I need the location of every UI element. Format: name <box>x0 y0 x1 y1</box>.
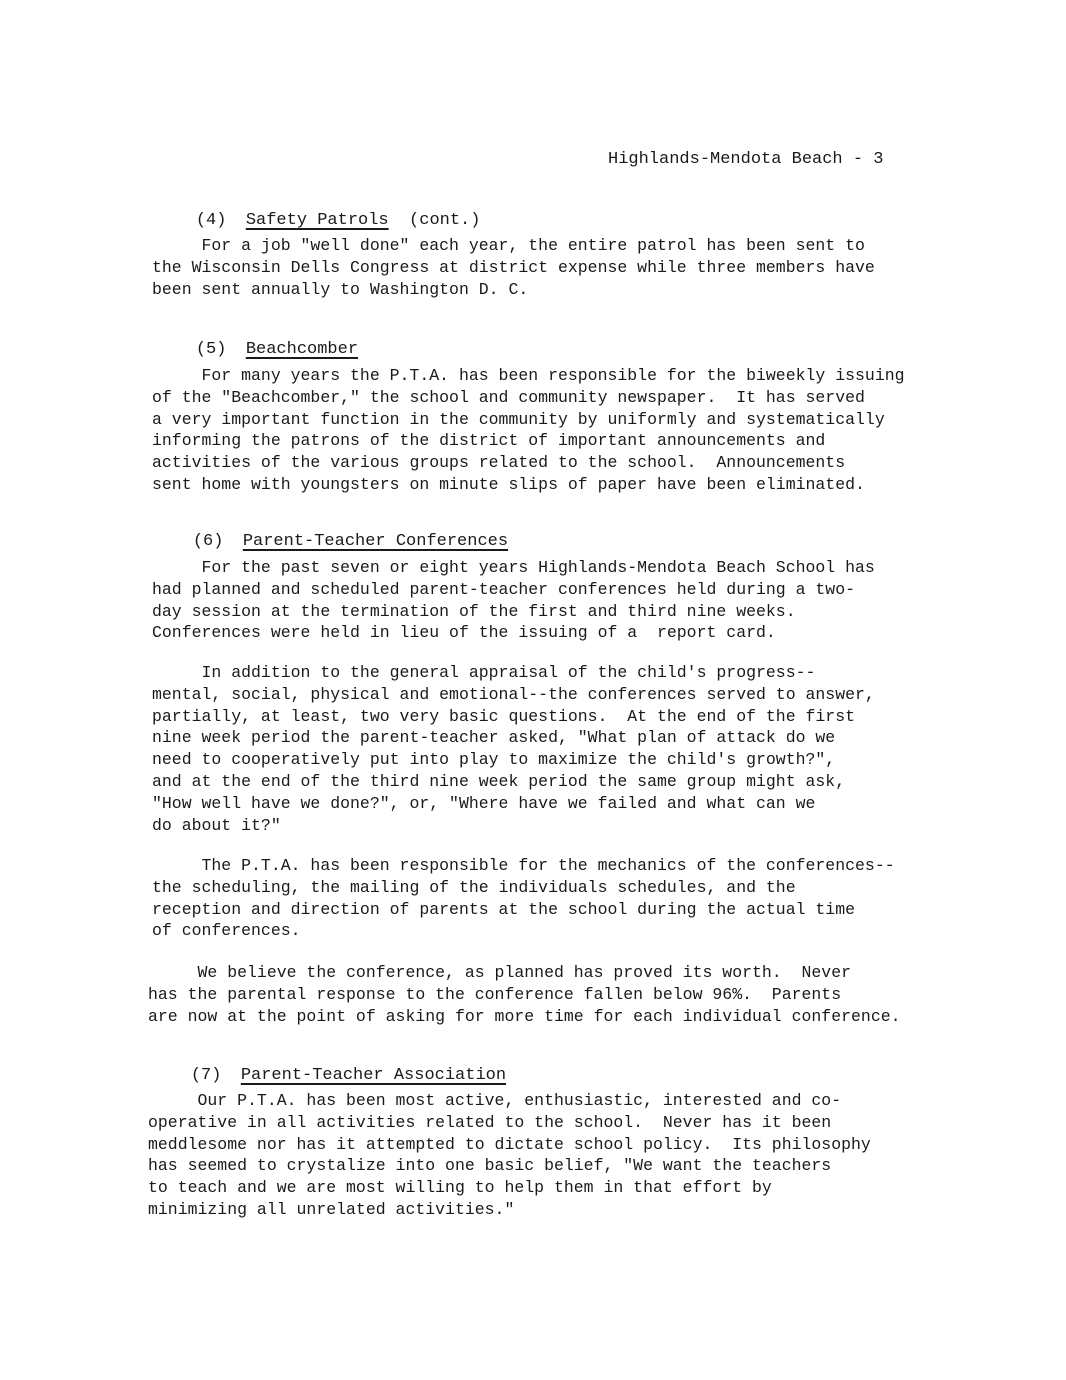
text-line: of conferences. <box>152 921 301 941</box>
paragraph <box>148 962 901 1027</box>
text-line: do about it?" <box>152 815 281 835</box>
text-line: informing the patrons of the district of important announcements and <box>152 431 826 451</box>
text-line: nine week period the parent-teacher asked, "What plan of attack do we <box>152 728 836 748</box>
section-number: (7) <box>190 1066 222 1085</box>
section-number: (5) <box>195 340 227 359</box>
text-line: meddlesome nor has it attempted to dictate school policy. Its philosophy <box>148 1134 871 1154</box>
text-line: a very important function in the community by uniformly and systematically <box>152 409 885 429</box>
text-line: had planned and scheduled parent-teacher conferences held during a two- <box>152 579 856 599</box>
section-title: Parent-Teacher Conferences <box>242 532 509 551</box>
text-line: has the parental response to the conference fallen below 96%. Parents <box>148 984 842 1004</box>
text-line: mental, social, physical and emotional--the conferences served to answer, <box>152 684 875 704</box>
text-line: reception and direction of parents at the school during the actual time <box>152 899 856 919</box>
text-line: operative in all activities related to the school. Never has it been <box>148 1112 832 1132</box>
paragraph <box>152 365 905 496</box>
text-line: "How well have we done?", or, "Where have we failed and what can we <box>152 793 816 813</box>
paragraph <box>152 855 895 942</box>
text-line: to teach and we are most willing to help them in that effort by <box>148 1178 772 1198</box>
text-line: activities of the various groups related to the school. Announcements <box>152 453 846 473</box>
text-line: For many years the P.T.A. has been responsible for the biweekly issuing <box>152 366 905 385</box>
text-line: are now at the point of asking for more time for each individual conference. <box>148 1006 901 1026</box>
text-line: day session at the termination of the first and third nine weeks. <box>152 601 796 621</box>
section-title: Safety Patrols <box>245 211 389 230</box>
text-line: the Wisconsin Dells Congress at district expense while three members have <box>152 257 875 277</box>
text-line: has seemed to crystalize into one basic belief, "We want the teachers <box>148 1156 832 1176</box>
paragraph <box>152 235 875 300</box>
text-line: For a job "well done" each year, the entire patrol has been sent to <box>152 236 865 255</box>
text-line: need to cooperatively put into play to maximize the child's growth?", <box>152 750 836 770</box>
text-line: partially, at least, two very basic questions. At the end of the first <box>152 706 856 726</box>
paragraph <box>152 557 875 644</box>
text-line: of the "Beachcomber," the school and community newspaper. It has served <box>152 387 865 407</box>
text-line: In addition to the general appraisal of the child's progress-- <box>152 663 816 682</box>
section-suffix: (cont.) <box>409 211 481 230</box>
text-line: and at the end of the third nine week period the same group might ask, <box>152 771 846 791</box>
section-number: (6) <box>192 532 224 551</box>
text-line: the scheduling, the mailing of the individuals schedules, and the <box>152 877 796 897</box>
running-header: Highlands-Mendota Beach - 3 <box>608 150 884 169</box>
paragraph <box>148 1090 871 1221</box>
text-line: We believe the conference, as planned has proved its worth. Never <box>148 963 852 982</box>
text-line: minimizing all unrelated activities." <box>148 1199 515 1219</box>
text-line: sent home with youngsters on minute slips of paper have been eliminated. <box>152 474 865 494</box>
text-line: For the past seven or eight years Highlands-Mendota Beach School has <box>152 558 875 577</box>
section-title: Parent-Teacher Association <box>240 1066 507 1085</box>
text-line: Conferences were held in lieu of the issuing of a report card. <box>152 623 776 643</box>
text-line: been sent annually to Washington D. C. <box>152 279 529 299</box>
paragraph <box>152 662 875 836</box>
text-line: The P.T.A. has been responsible for the mechanics of the conferences-- <box>152 856 895 875</box>
text-line: Our P.T.A. has been most active, enthusiastic, interested and co- <box>148 1091 842 1110</box>
section-title: Beachcomber <box>245 340 359 359</box>
section-number: (4) <box>195 211 227 230</box>
